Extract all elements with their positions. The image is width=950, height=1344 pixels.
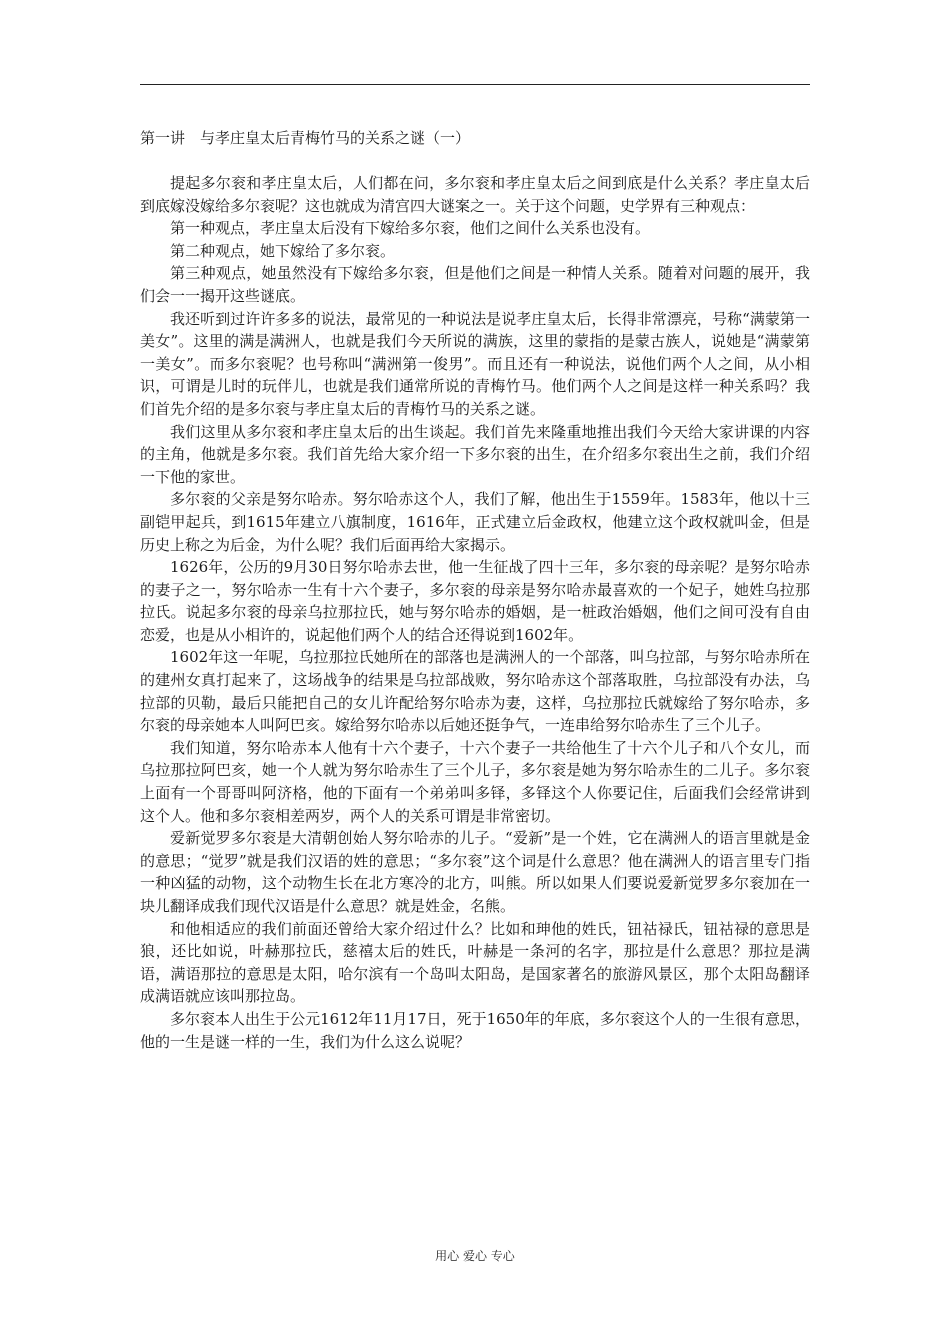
paragraph: 第二种观点，她下嫁给了多尔衮。	[170, 241, 396, 260]
paragraph: 多尔衮本人出生于公元1612年11月17日，死于1650年的年底，多尔衮这个人的一生很有意思，他的一生是谜一样的一生，我们为什么这么说呢？	[140, 1009, 810, 1051]
paragraph: 我还听到过许许多多的说法，最常见的一种说法是说孝庄皇太后，长得非常漂亮，号称“满蒙第一美女”。这里的满是满洲人，也就是我们今天所说的满族，这里的蒙指的是蒙古族人，说她是“满蒙第一美女”。而多尔衮呢？也号称叫“满洲第一俊男”。而且还有一种说法，说他们两个人之间，从小相识，可谓是儿时的玩伴儿，也就是我们通常所说的青梅竹马。他们两个人之间是这样一种关系吗？我们首先介绍的是多尔衮与孝庄皇太后的青梅竹马的关系之谜。	[140, 309, 810, 418]
header-rule	[140, 84, 810, 85]
page-title: 第一讲 与孝庄皇太后青梅竹马的关系之谜（一）	[140, 129, 471, 147]
paragraph: 第一种观点，孝庄皇太后没有下嫁给多尔衮，他们之间什么关系也没有。	[170, 219, 651, 238]
paragraph: 第三种观点，她虽然没有下嫁给多尔衮，但是他们之间是一种情人关系。随着对问题的展开，我们会一一揭开这些谜底。	[140, 264, 810, 305]
paragraph: 和他相适应的我们前面还曾给大家介绍过什么？比如和珅他的姓氏，钮祜禄氏，钮祜禄的意思是狼，还比如说，叶赫那拉氏，慈禧太后的姓氏，叶赫是一条河的名字，那拉是什么意思？那拉是满语，满语那拉的意思是太阳，哈尔滨有一个岛叫太阳岛，是国家著名的旅游风景区，那个太阳岛翻译成满语就应该叫那拉岛。	[140, 919, 810, 1006]
paragraph: 爱新觉罗多尔衮是大清朝创始人努尔哈赤的儿子。“爱新”是一个姓，它在满洲人的语言里就是金的意思；“觉罗”就是我们汉语的姓的意思；“多尔衮”这个词是什么意思？他在满洲人的语言里专门指一种凶猛的动物，这个动物生长在北方寒冷的北方，叫熊。所以如果人们要说爱新觉罗多尔衮加在一块儿翻译成我们现代汉语是什么意思？就是姓金，名熊。	[140, 829, 810, 915]
paragraph: 1626年，公历的9月30日努尔哈赤去世，他一生征战了四十三年，多尔衮的母亲呢？是努尔哈赤的妻子之一，努尔哈赤一生有十六个妻子，多尔衮的母亲是努尔哈赤最喜欢的一个妃子，她姓乌拉那拉氏。说起多尔衮的母亲乌拉那拉氏，她与努尔哈赤的婚姻，是一桩政治婚姻，他们之间可没有自由恋爱，也是从小相许的，说起他们两个人的结合还得说到1602年。	[140, 558, 810, 644]
paragraph: 1602年这一年呢，乌拉那拉氏她所在的部落也是满洲人的一个部落，叫乌拉部，与努尔哈赤所在的建州女真打起来了，这场战争的结果是乌拉部战败，努尔哈赤这个部落取胜，乌拉部没有办法，乌拉部的贝勒，最后只能把自己的女儿许配给努尔哈赤为妻，这样，乌拉那拉氏就嫁给了努尔哈赤，多尔衮的母亲她本人叫阿巴亥。嫁给努尔哈赤以后她还挺争气，一连串给努尔哈赤生了三个儿子。	[140, 648, 810, 735]
paragraph: 多尔衮的父亲是努尔哈赤。努尔哈赤这个人，我们了解，他出生于1559年。1583年，他以十三副铠甲起兵，到1615年建立八旗制度，1616年，正式建立后金政权，他建立这个政权就叫金，但是历史上称之为后金，为什么呢？我们后面再给大家揭示。	[140, 490, 810, 554]
paragraph: 我们这里从多尔衮和孝庄皇太后的出生谈起。我们首先来隆重地推出我们今天给大家讲课的内容的主角，他就是多尔衮。我们首先给大家介绍一下多尔衮的出生，在介绍多尔衮出生之前，我们介绍一下他的家世。	[140, 422, 810, 486]
page-footer: 用心 爱心 专心	[435, 1249, 515, 1263]
paragraph: 我们知道，努尔哈赤本人他有十六个妻子，十六个妻子一共给他生了十六个儿子和八个女儿，而乌拉那拉阿巴亥，她一个人就为努尔哈赤生了三个儿子，多尔衮是她为努尔哈赤生的二儿子。多尔衮上面有一个哥哥叫阿济格，他的下面有一个弟弟叫多铎，多铎这个人你要记住，后面我们会经常讲到这个人。他和多尔衮相差两岁，两个人的关系可谓是非常密切。	[140, 738, 810, 825]
document-body	[140, 172, 810, 1053]
paragraph: 提起多尔衮和孝庄皇太后，人们都在问，多尔衮和孝庄皇太后之间到底是什么关系？孝庄皇太后到底嫁没嫁给多尔衮呢？这也就成为清宫四大谜案之一。关于这个问题，史学界有三种观点：	[140, 174, 810, 215]
